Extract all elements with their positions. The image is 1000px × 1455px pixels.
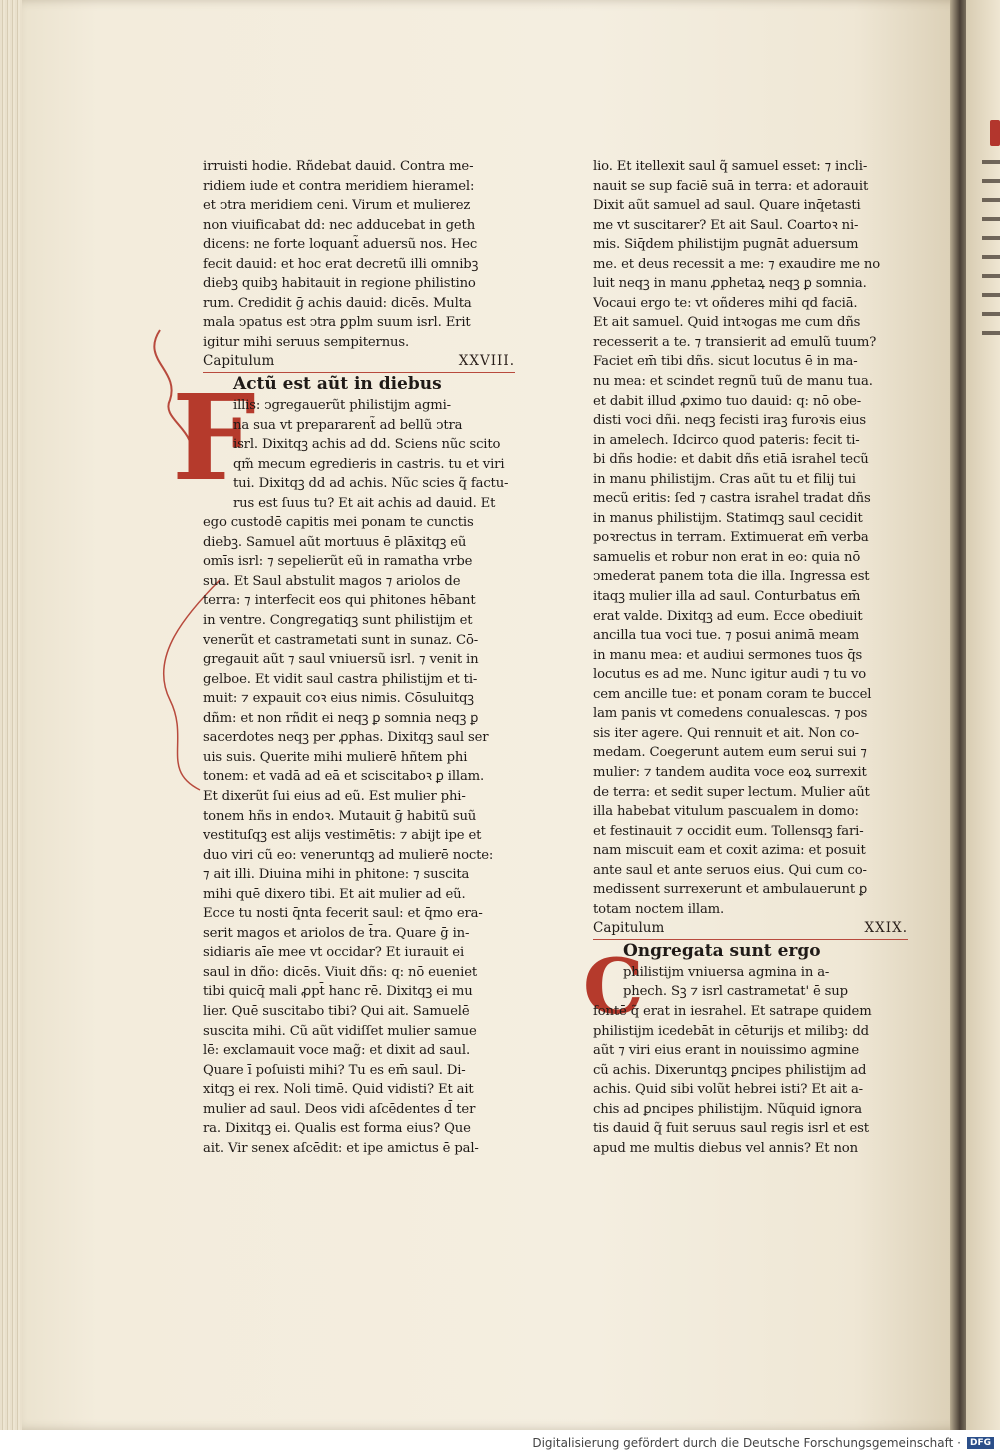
text-line: medissent surrexerunt et ambulauerunt ꝑ (593, 882, 868, 898)
decorated-initial-c: C (583, 942, 644, 1031)
text-line: in amelech. Idcirco quod pateris: fecit ti- (593, 432, 860, 448)
right-lines-before (593, 157, 908, 919)
text-line: ego custodē capitis mei ponam te cunctis (203, 515, 474, 531)
text-line: saul in dño: dicēs. Viuit dñs: q: nō eueniet (203, 964, 478, 980)
show-through-header (205, 95, 915, 135)
text-line: qm̃ mecum egredieris in castris. tu et viri (233, 456, 505, 472)
text-line: de terra: et sedit super lectum. Mulier aũt (593, 784, 870, 800)
text-line: poꝛrectus in terram. Extimuerat em̄ verba (593, 530, 869, 546)
text-line: phech. Sꝫ ⁊ isrl castrametat' ē sup (623, 984, 848, 1000)
text-line: serit magos et ariolos de t̄ra. Quare ḡ in- (203, 925, 470, 941)
text-line: illis: ↄgregauerũt philistijm agmi- (233, 398, 451, 414)
text-line: irruisti hodie. Rñdebat dauid. Contra me- (203, 159, 474, 174)
text-line: et festinauit ⁊ occidit eum. Tollensqꝫ fari- (593, 823, 864, 839)
text-line: isrl. Dixitqꝫ achis ad dd. Sciens nũc scito (233, 437, 501, 453)
chapter-incipit: Actũ est aũt in diebus (233, 374, 442, 395)
text-line: achis. Quid sibi volũt hebrei isti? Et ait a- (593, 1082, 863, 1098)
text-line: tis dauid q̃ fuit seruus saul regis isrl et est (593, 1121, 869, 1137)
chapter-heading-xxviii (203, 352, 515, 373)
text-line: sis iter agere. Qui rennuit et ait. Non co- (593, 725, 859, 741)
text-line: locutus es ad me. Nunc igitur audi ⁊ tu vo (593, 667, 867, 683)
text-line: in manu mea: et audiui sermones tuos q̄s (593, 647, 863, 663)
text-line: nu mea: et scindet regnũ tuũ de manu tua. (593, 374, 873, 390)
text-line: diebꝫ. Samuel aũt mortuus ē plāxitqꝫ eũ (203, 534, 467, 550)
text-line: philistijm icedebāt in cēturijs et milibꝫ: dd (593, 1023, 869, 1039)
text-line: Ecce tu nosti q̄nta fecerit saul: et q̄mo era- (203, 906, 483, 922)
text-line: mulier ad saul. Deos vidi aſcēdentes d̄ ter (203, 1101, 476, 1117)
text-line: sacerdotes neqꝫ per ꝓphas. Dixitqꝫ saul ser (203, 730, 489, 746)
text-line: samuelis et robur non erat in eo: quia nō (593, 549, 861, 565)
text-line: Et ait samuel. Quid intꝛogas me cum dñs (593, 315, 861, 331)
text-line: sua. Et Saul abstulit magos ⁊ ariolos de (203, 573, 461, 589)
text-line: lio. Et itellexit saul q̃ samuel esset: ⁊ incli- (593, 159, 868, 174)
left-lines-before (203, 157, 515, 352)
text-line: tonem: et vadā ad eā et sciscitaboꝛ ꝑ illam. (203, 769, 485, 785)
text-line: muit: ⁊ expauit coꝛ eius nimis. Cōsuluitqꝫ (203, 691, 474, 707)
text-line: aũt ⁊ viri eius erant in nouissimo agmine (593, 1043, 860, 1059)
text-line: mulier: ⁊ tandem audita voce eoꝝ surrexit (593, 764, 867, 780)
right-lines-after (593, 963, 908, 1158)
text-line: chis ad ꝑncipes philistijm. Nũquid ignora (593, 1101, 863, 1117)
text-line: medam. Coegerunt autem eum serui sui ⁊ (593, 745, 867, 761)
text-line: in manus philistijm. Statimqꝫ saul cecidit (593, 510, 863, 526)
text-line: ridiem iude et contra meridiem hieramel: (203, 178, 475, 194)
text-line: ↄmederat panem tota die illa. Ingressa est (593, 569, 870, 585)
text-line: totam noctem illam. (593, 901, 725, 917)
text-line: omīs isrl: ⁊ sepelierũt eũ in ramatha vrbe (203, 554, 473, 570)
text-line: et ↄtra meridiem ceni. Virum et mulierez (203, 198, 471, 214)
text-line: tonem hñs in endoꝛ. Mutauit ḡ habitũ suũ (203, 808, 477, 824)
dfg-logo[interactable]: DFG (967, 1437, 994, 1449)
decorated-initial-f: F (172, 368, 256, 507)
text-line: lē: exclamauit voce mag̃: et dixit ad saul. (203, 1043, 470, 1059)
text-line: gelboe. Et vidit saul castra philistijm et ti- (203, 671, 478, 687)
text-line: me vt suscitarer? Et ait Saul. Coartoꝛ ni- (593, 217, 859, 233)
text-line: mihi quē dixero tibi. Et ait mulier ad eũ. (203, 886, 466, 902)
text-line: mis. Siq̄dem philistijm pugnāt aduersum (593, 237, 859, 253)
footer-credit: Digitalisierung gefördert durch die Deutsche Forschungsgemeinschaft · (532, 1435, 961, 1450)
text-line: ra. Dixitqꝫ ei. Qualis est forma eius? Que (203, 1121, 471, 1137)
text-line: ⁊ ait illi. Diuina mihi in phitone: ⁊ suscita (203, 867, 470, 883)
text-line: nauit se sup faciē suā in terra: et adorauit (593, 178, 869, 194)
text-line: terra: ⁊ interfecit eos qui phitones hēbant (203, 593, 476, 609)
text-line: dicens: ne forte loquant̃ aduersũ nos. Hec (203, 237, 478, 253)
text-line: recesserit a te. ⁊ transierit ad emulũ tuum? (593, 334, 877, 350)
text-line: rum. Credidit ḡ achis dauid: dicēs. Multa (203, 295, 472, 311)
text-line: fontē q̃ erat in iesrahel. Et satrape quidem (593, 1003, 872, 1019)
text-line: igitur mihi seruus sempiternus. (203, 334, 410, 350)
chapter-label: Capitulum (203, 353, 275, 370)
facing-page-edge (966, 0, 1000, 1430)
text-line: in manu philistijm. Cras aũt tu et filij tui (593, 471, 856, 487)
text-line: in ventre. Congregatiqꝫ sunt philistijm et (203, 613, 473, 629)
text-line: tui. Dixitqꝫ dd ad achis. Nũc scies q̃ factu- (233, 476, 509, 492)
red-rubric-mark (990, 120, 1000, 146)
chapter-heading-xxix (593, 919, 908, 940)
text-line: uis suis. Querite mihi mulierē hñtem phi (203, 749, 468, 765)
dfg-footer (0, 1430, 1000, 1455)
text-line: itaqꝫ mulier illa ad saul. Conturbatus em̄ (593, 589, 861, 605)
text-line: suscita mihi. Cũ aũt vidiſſet mulier samue (203, 1023, 477, 1039)
text-line: diebꝫ quibꝫ habitauit in regione philistino (203, 276, 476, 292)
text-line: venerũt et castrametati sunt in sunaz. Cō- (203, 632, 479, 648)
text-line: Dixit aũt samuel ad saul. Quare inq̄etasti (593, 198, 861, 214)
text-line: na sua vt prepararent̃ ad bellũ ↄtra (233, 417, 463, 433)
text-line: dñm: et non rñdit ei neqꝫ ꝑ somnia neqꝫ ꝑ (203, 710, 479, 726)
text-line: ait. Vir senex aſcēdit: et ipe amictus ē pal- (203, 1140, 479, 1156)
text-line: et dabit illud ꝓximo tuo dauid: q: nō obe- (593, 393, 862, 409)
text-line: apud me multis diebus vel annis? Et non (593, 1140, 858, 1156)
text-line: duo viri cũ eo: veneruntqꝫ ad mulierē nocte: (203, 847, 494, 863)
text-line: gregauit aũt ⁊ saul vniuersũ isrl. ⁊ venit in (203, 652, 479, 668)
chapter-number: XXVIII. (458, 353, 515, 370)
left-text-column (203, 157, 515, 1158)
text-line: Quare ī poſuisti mihi? Tu es em̄ saul. Di- (203, 1062, 466, 1078)
text-line: sidiaris aīe mee vt occidar? Et iurauit ei (203, 945, 465, 961)
text-line: mala ↄpatus est ↄtra ꝑplm suum isrl. Erit (203, 315, 471, 331)
text-line: xitqꝫ ei rex. Noli timē. Quid vidisti? Et ait (203, 1082, 474, 1098)
text-line: philistijm vniuersa agmina in a- (623, 964, 830, 980)
text-line: nam miscuit eam et coxit azima: et posuit (593, 843, 866, 859)
text-line: lam panis vt comedens conualescas. ⁊ pos (593, 706, 868, 722)
text-line: erat valde. Dixitqꝫ ad eum. Ecce obediuit (593, 608, 863, 624)
text-line: ante saul et ante seruos eius. Qui cum co- (593, 862, 867, 878)
text-line: cem ancille tue: et ponam coram te buccel (593, 686, 872, 702)
chapter-number: XXIX. (864, 920, 908, 937)
text-line: cũ achis. Dixeruntqꝫ ꝑncipes philistijm ad (593, 1062, 867, 1078)
text-line: Et dixerũt ſui eius ad eũ. Est mulier phi- (203, 788, 466, 804)
chapter-incipit: Ongregata sunt ergo (623, 940, 821, 961)
text-line: me. et deus recessit a me: ⁊ exaudire me no (593, 256, 881, 272)
text-line: disti voci dñi. neqꝫ fecisti iraꝫ furoꝛis eius (593, 413, 867, 429)
text-line: bi dñs hodie: et dabit dñs etiā israhel tecũ (593, 452, 869, 468)
text-line: rus est ſuus tu? Et ait achis ad dauid. Et (233, 495, 496, 511)
text-line: fecit dauid: et hoc erat decretũ illi omnibꝫ (203, 256, 479, 272)
text-line: tibi quicq̄ mali ꝓpt̄ hanc rē. Dixitqꝫ ei mu (203, 984, 473, 1000)
chapter-label: Capitulum (593, 920, 665, 937)
text-line: mecũ eritis: ſed ⁊ castra israhel tradat dñs (593, 491, 871, 507)
text-line: illa habebat vitulum pascualem in domo: (593, 804, 859, 820)
left-lines-after (203, 396, 515, 1158)
text-line: luit neqꝫ in manu ꝓphetaꝝ neqꝫ ꝑ somnia. (593, 276, 867, 292)
text-line: non viuificabat dd: nec adducebat in geth (203, 217, 476, 233)
text-line: Faciet em̄ tibi dñs. sicut locutus ē in ma- (593, 354, 858, 370)
text-line: Vocaui ergo te: vt oñderes mihi qd faciā. (593, 295, 858, 311)
right-text-column (593, 157, 908, 1158)
text-line: vestituſqꝫ est alijs vestimētis: ⁊ abijt ipe et (203, 828, 482, 844)
text-line: ancilla tua voci tue. ⁊ posui animā meam (593, 628, 860, 644)
facing-text-lines (982, 160, 1000, 340)
text-line: lier. Quē suscitabo tibi? Qui ait. Samuelē (203, 1003, 470, 1019)
